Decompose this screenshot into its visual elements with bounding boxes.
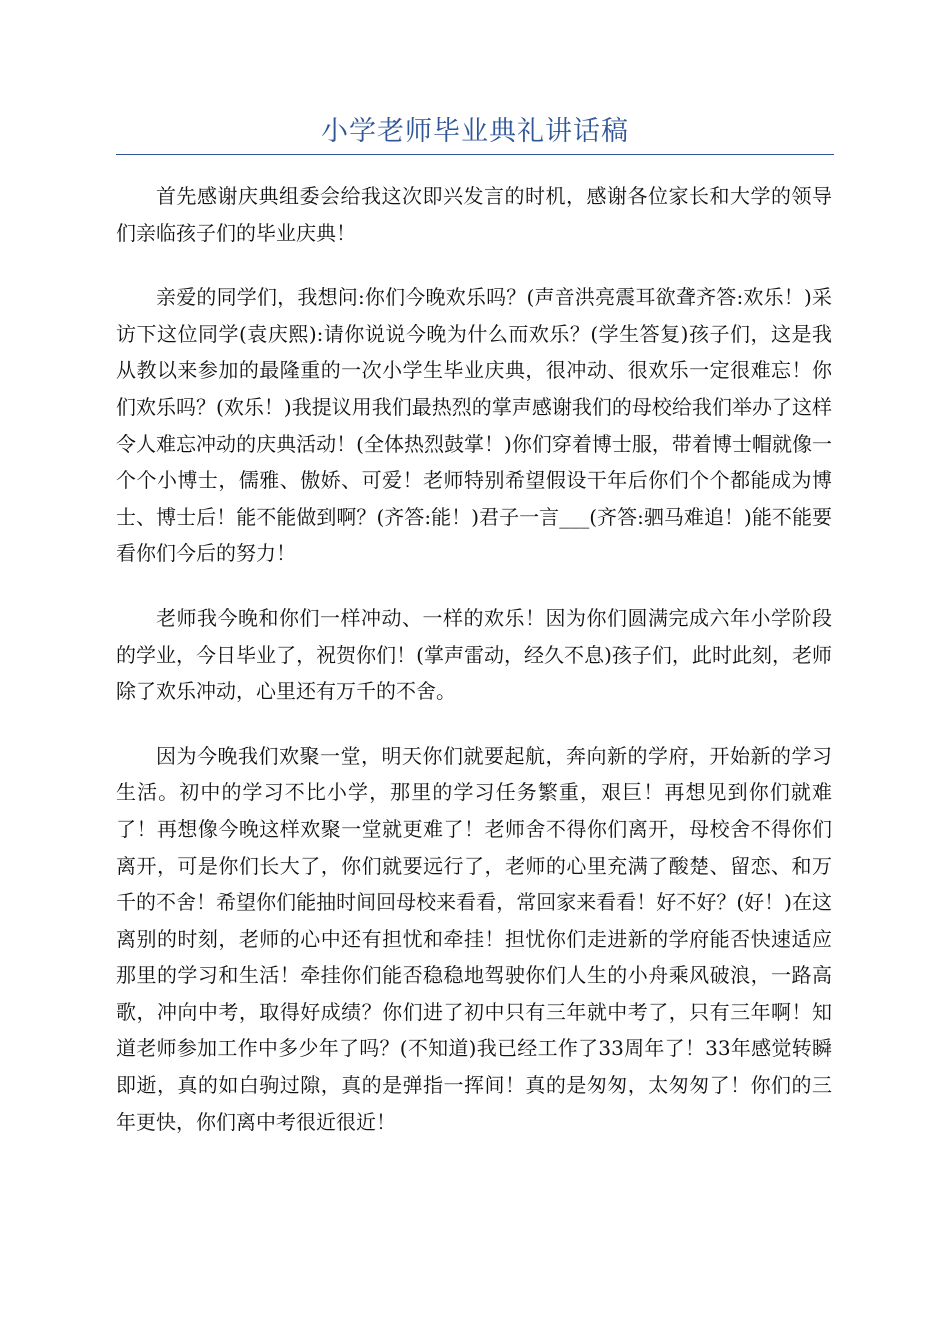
paragraph-4: 因为今晚我们欢聚一堂，明天你们就要起航，奔向新的学府，开始新的学习生活。初中的学习不比小学，那里的学习任务繁重，艰巨！再想见到你们就难了！再想像今晚这样欢聚一堂就更难了！老师舍不得你们离开，母校舍不得你们离开，可是你们长大了，你们就要远行了，老师的心里充满了酸楚、留恋、和万千的不舍！希望你们能抽时间回母校来看看，常回家来看看！好不好？(好！)在这离别的时刻，老师的心中还有担忧和牵挂！担忧你们走进新的学府能否快速适应那里的学习和生活！牵挂你们能否稳稳地驾驶你们人生的小舟乘风破浪，一路高歌，冲向中考，取得好成绩？你们进了初中只有三年就中考了，只有三年啊！知道老师参加工作中多少年了吗？(不知道)我已经工作了33周年了！33年感觉转瞬即逝，真的如白驹过隙，真的是弹指一挥间！真的是匆匆，太匆匆了！你们的三年更快，你们离中考很近很近！: [116, 743, 832, 1134]
document-body: [116, 178, 832, 1168]
title-underline: [116, 154, 834, 155]
paragraph-3: 老师我今晚和你们一样冲动、一样的欢乐！因为你们圆满完成六年小学阶段的学业，今日毕业了，祝贺你们！(掌声雷动，经久不息)孩子们，此时此刻，老师除了欢乐冲动，心里还有万千的不舍。: [116, 605, 832, 704]
paragraph-2: 亲爱的同学们，我想问:你们今晚欢乐吗？(声音洪亮震耳欲聋齐答:欢乐！)采访下这位同学(袁庆熙):请你说说今晚为什么而欢乐？(学生答复)孩子们，这是我从教以来参加的最隆重的一次小学生毕业庆典，很冲动、很欢乐一定很难忘！你们欢乐吗？(欢乐！)我提议用我们最热烈的掌声感谢我们的母校给我们举办了这样令人难忘冲动的庆典活动！(全体热烈鼓掌！)你们穿着博士服，带着博士帽就像一个个小博士，儒雅、傲娇、可爱！老师特别希望假设干年后你们个个都能成为博士、博士后！能不能做到啊？(齐答:能！)君子一言___(齐答:驷马难追！)能不能要看你们今后的努力！: [116, 285, 832, 566]
document-title: 小学老师毕业典礼讲话稿: [321, 116, 629, 147]
paragraph-1: 首先感谢庆典组委会给我这次即兴发言的时机，感谢各位家长和大学的领导们亲临孩子们的毕业庆典！: [116, 184, 832, 245]
